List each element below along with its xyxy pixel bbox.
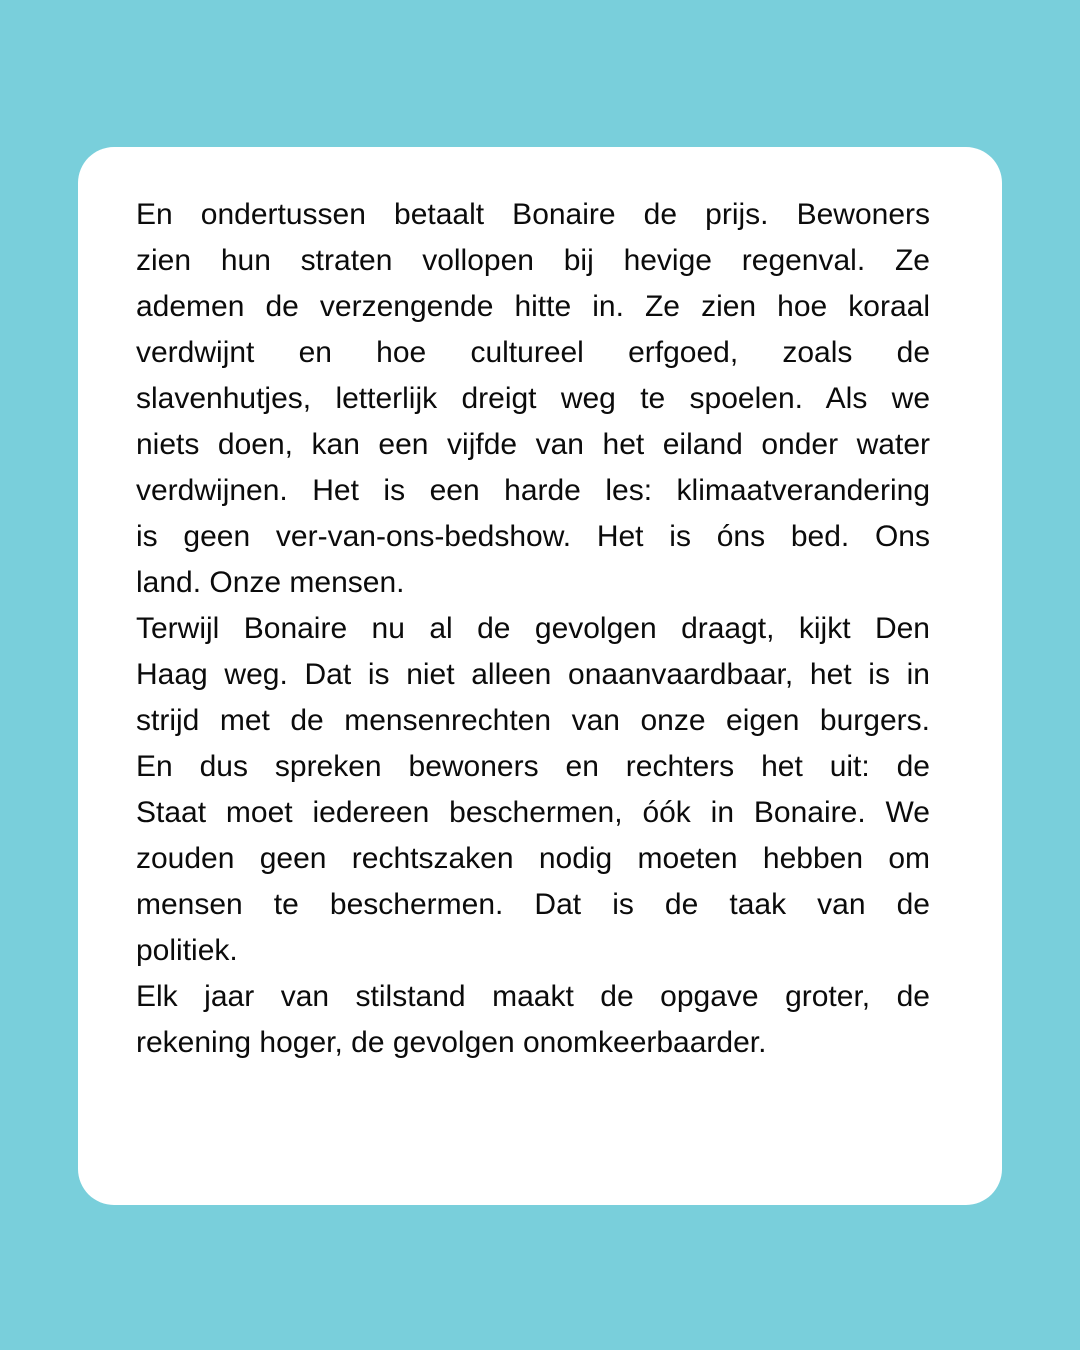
paragraph — [136, 606, 930, 744]
text-line: verdwijnt en hoe cultureel erfgoed, zoals de — [136, 336, 930, 369]
text-line: En ondertussen betaalt Bonaire de prijs. Bewoners — [136, 198, 930, 231]
paragraph — [136, 744, 930, 974]
text-line: Staat moet iedereen beschermen, óók in Bonaire. We — [136, 796, 930, 829]
text-line: verdwijnen. Het is een harde les: klimaatverandering — [136, 474, 930, 507]
text-line: mensen te beschermen. Dat is de taak van de — [136, 888, 930, 921]
card-text — [78, 147, 1002, 1066]
paragraph — [136, 192, 930, 606]
text-line: is geen ver-van-ons-bedshow. Het is óns bed. Ons — [136, 520, 930, 553]
text-line: Terwijl Bonaire nu al de gevolgen draagt, kijkt Den — [136, 612, 930, 645]
text-line: land. Onze mensen. — [136, 566, 405, 599]
text-line: niets doen, kan een vijfde van het eiland onder water — [136, 428, 930, 461]
text-card — [78, 147, 1002, 1205]
text-line: zien hun straten vollopen bij hevige regenval. Ze — [136, 244, 930, 277]
text-line: rekening hoger, de gevolgen onomkeerbaarder. — [136, 1026, 767, 1059]
text-line: ademen de verzengende hitte in. Ze zien hoe koraal — [136, 290, 930, 323]
text-line: Haag weg. Dat is niet alleen onaanvaardbaar, het is in — [136, 658, 930, 691]
text-line: politiek. — [136, 934, 238, 967]
text-line: En dus spreken bewoners en rechters het uit: de — [136, 750, 930, 783]
text-line: zouden geen rechtszaken nodig moeten hebben om — [136, 842, 930, 875]
text-line: strijd met de mensenrechten van onze eigen burgers. — [136, 704, 930, 737]
paragraph — [136, 974, 930, 1066]
text-line: Elk jaar van stilstand maakt de opgave groter, de — [136, 980, 930, 1013]
text-line: slavenhutjes, letterlijk dreigt weg te spoelen. Als we — [136, 382, 930, 415]
